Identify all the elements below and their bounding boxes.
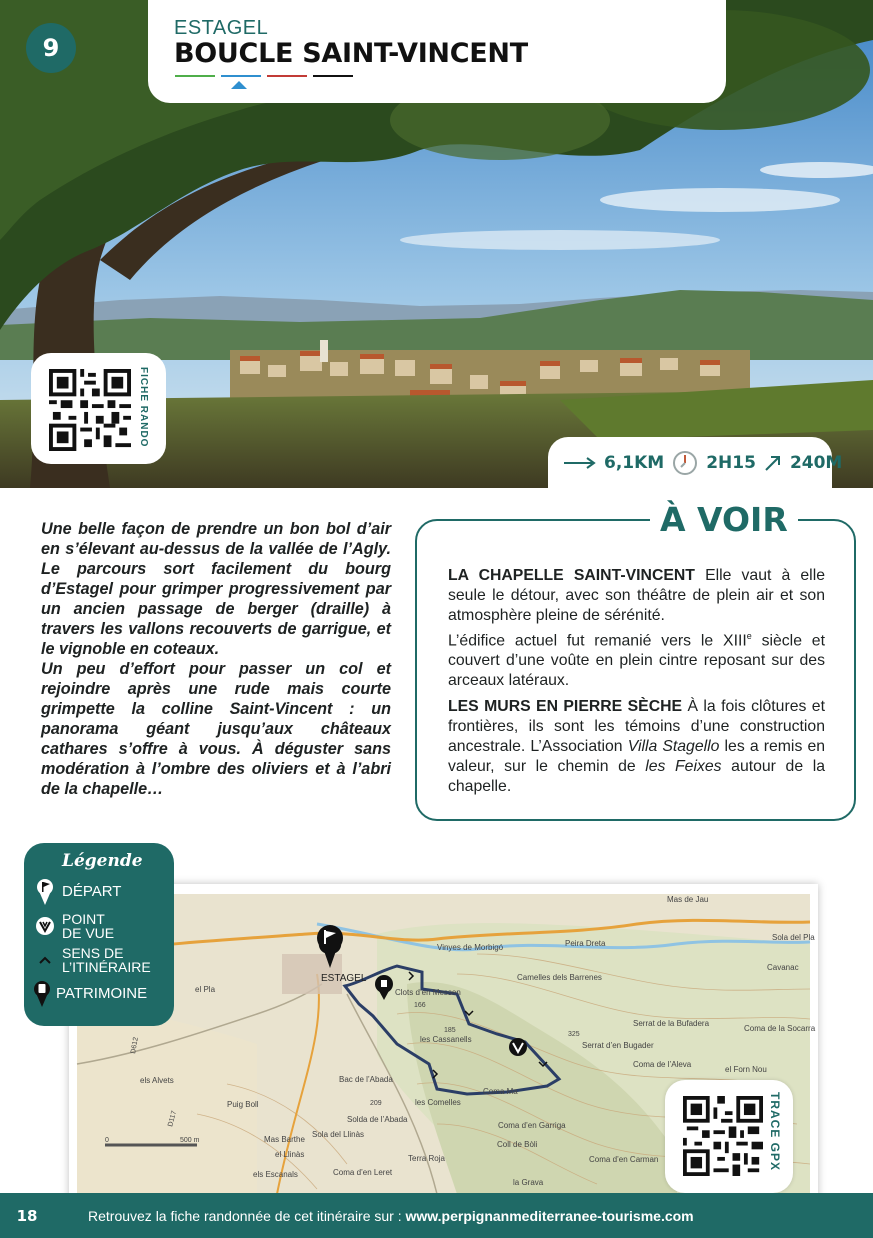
a-voir-item-title: LES MURS EN PIERRE SÈCHE [448,698,683,716]
a-voir-item-text: les a remis en valeur, sur le chemin de [448,738,826,776]
qr-fiche-label: FICHE RANDO [138,367,149,448]
a-voir-item-italic: les Feixes [645,758,722,776]
intro-paragraph: Une belle façon de prendre un bon bol d’air en s’élevant au-dessus de la vallée de l’Agly. Le parcours sort facilement du bourg d’Estagel pour grimper progressivement par un ancien passage de berger (draille) à travers les vallons recouverts de garrigue, et le vignoble en coteaux. [41,520,391,658]
legend-item [34,946,174,974]
map-label: el Pla [195,985,216,994]
a-voir-box [415,500,856,821]
map-label: Cavanac [767,963,799,972]
scale-label: 0 [105,1137,109,1144]
map-label: Terra Roja [408,1154,445,1163]
map-label: Mas Barthe [264,1135,305,1144]
legend-label: POINT DE VUE [62,911,115,941]
viewpoint-marker [509,1038,527,1056]
a-voir-item-text: autour de la chapelle. [448,758,825,796]
map-label: Mas de Jau [667,895,709,904]
map-label: la Grava [513,1178,544,1187]
heritage-pin-icon [34,980,50,1008]
a-voir-item-text: L’édifice actuel fut remanié vers le XIII [448,632,747,650]
distance-value: 6,1KM [604,453,665,473]
difficulty-bar-green [175,75,215,77]
qr-gpx-label: TRACE GPX [768,1092,782,1172]
legend-item [34,878,174,906]
chevron-up-icon [34,955,56,965]
map-label: Coma d’en Carman [589,1155,659,1164]
arrow-up-right-icon [764,454,782,472]
route-number-badge: 9 [26,23,76,73]
map-label: Sola del Pla [772,933,815,942]
legend-title: Légende [62,851,143,871]
difficulty-bar-blue [221,75,261,77]
map-label: Serrat de la Bufadera [633,1019,710,1028]
altitude-label: 185 [444,1027,456,1034]
a-voir-item-text: À la fois clôtures et frontières, ils sont les témoins d’une construction ancestrale. L’Association [448,698,825,756]
map-label: Serrat d’en Bugader [582,1041,654,1050]
map-label: Coma de la Socarra [744,1024,816,1033]
map-label: les Comelles [415,1098,461,1107]
difficulty-bars [175,75,353,77]
footer-message: Retrouvez la fiche randonnée de cet itinéraire sur : www.perpignanmediterranee-tourisme.com [88,1207,694,1224]
route-title: BOUCLE SAINT-VINCENT [174,38,528,69]
difficulty-bar-black [313,75,353,77]
map-label: els Alvets [140,1076,174,1085]
qr-trace-gpx[interactable] [665,1080,793,1193]
map-label: Sola del Llinàs [312,1130,365,1139]
page-number: 18 [16,1206,38,1225]
altitude-label: 166 [414,1002,426,1009]
town-name: ESTAGEL [174,17,269,39]
map-label: Coma de l’Aleva [633,1060,692,1069]
map-label: les Cassanells [420,1035,472,1044]
a-voir-item-text: Elle vaut à elle seule le détour, avec son théâtre de plein air et son atmosphère pleine de sérénité. [448,567,825,624]
a-voir-item [448,697,825,797]
qr-fiche-rando[interactable] [31,353,166,464]
map-label: Solda de l’Abada [347,1115,408,1124]
title-card [148,0,726,103]
qr-code-icon [49,369,131,451]
intro-paragraph: Un peu d’effort pour passer un col et rejoindre après une rude mais courte grimpette la colline Saint-Vincent : un panorama géant jusqu’aux châteaux cathares s’offre à vous. À déguster sans modération à l’ombre des oliviers et à l’abri de la chapelle… [41,660,391,798]
a-voir-body [448,566,825,803]
map-label: Coma d’en Garriga [498,1121,566,1130]
a-voir-item-text: siècle et couvert d’une voûte en plein cintre reposant sur des arceaux latéraux. [448,632,825,690]
duration-value: 2H15 [706,453,756,473]
map-label: el Forn Nou [725,1065,767,1074]
elevation-value: 240M [789,453,843,473]
map-label: Peira Dreta [565,939,606,948]
a-voir-heading: À VOIR [650,501,798,539]
legend-label: SENS DE L’ITINÉRAIRE [62,945,151,975]
stats-bar [548,437,843,489]
page-footer [0,1193,873,1238]
a-voir-item [448,566,825,691]
legend-item [34,912,174,940]
map-label: els Escanals [253,1170,298,1179]
map-legend [24,843,174,1026]
map-label: Coma Ma [483,1087,518,1096]
map-label: Coma d’en Leret [333,1168,393,1177]
route-map[interactable] [69,884,818,1204]
scale-label: 500 m [180,1137,200,1144]
map-label: Bac de l’Abada [339,1075,393,1084]
website-link[interactable]: www.perpignanmediterranee-tourisme.com [405,1207,694,1224]
map-label: Coll de Bòli [497,1140,538,1149]
map-label-town: ESTAGEL [321,973,367,984]
road-label: D117 [167,1110,179,1128]
viewpoint-icon [34,916,56,936]
difficulty-indicator-icon [231,81,247,89]
intro-text [41,519,391,799]
road-label: D612 [130,1036,140,1055]
altitude-label: 325 [568,1031,580,1038]
clock-icon [672,450,698,476]
arrow-right-icon [564,457,596,469]
legend-item [34,980,174,1008]
map-label: Clots d’en Messen [395,988,461,997]
map-label: Puig Boll [227,1100,259,1109]
map-label: Camelles dels Barrenes [517,973,602,982]
a-voir-item-italic: Villa Stagello [627,738,720,756]
legend-label: PATRIMOINE [56,985,148,1002]
qr-code-icon [683,1096,763,1176]
map-label: Vinyes de Morbigó [437,943,504,952]
flag-pin-icon [34,878,56,906]
a-voir-superscript: e [746,631,752,641]
altitude-label: 209 [370,1100,382,1107]
map-label: el Llinàs [275,1150,305,1159]
a-voir-item-title: LA CHAPELLE SAINT-VINCENT [448,567,695,584]
difficulty-bar-red [267,75,307,77]
legend-label: DÉPART [62,883,122,900]
